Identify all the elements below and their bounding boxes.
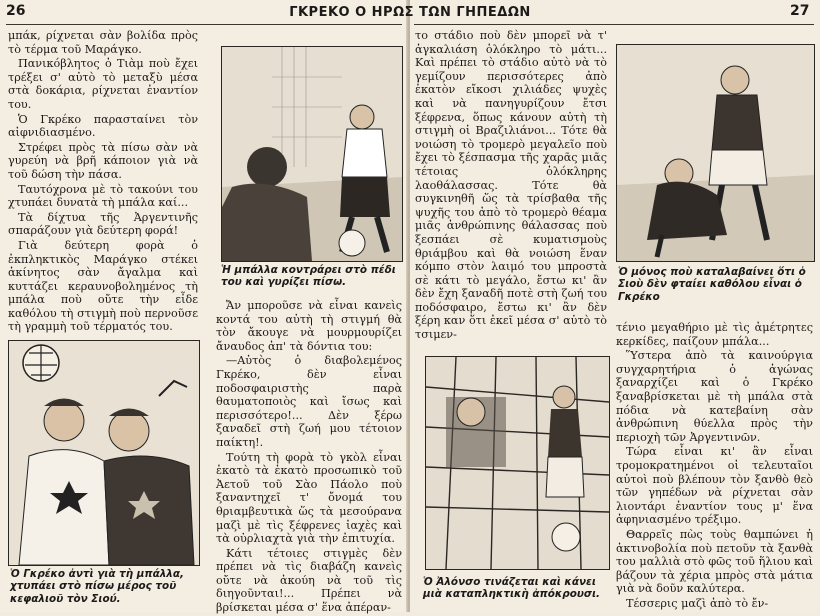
paragraph: Γιὰ δεύτερη φορὰ ὁ ἐκπληκτικὸς Μαράγκο στέκει ἀκίνητος σὰν ἄγαλμα καὶ κυττάζει κεραυνοβολημένος τὴ μπάλα ποὺ οὔτε τὴν εἶδε καθόλου τὴ στιγμὴ ποὺ περνοῦσε τὴ γραμμὴ τοῦ τέρματός του. — [8, 238, 198, 334]
header-rule-right — [414, 24, 814, 25]
caption-helping-siou: Ὁ μόνος ποὺ καταλαβαίνει ὅτι ὁ Σιοὺ δὲν φταίει καθόλου εἶναι ὁ Γκρέκο — [618, 266, 806, 303]
right-page-number: 27 — [790, 3, 810, 19]
caption-goalkeeper-save: Ὁ Ἀλόνσο τινάζεται καὶ κάνει μιὰ καταπληκτικὴ ἀπόκρουσι. — [423, 576, 600, 601]
paragraph: Πανικόβλητος ὁ Τιὰμ ποὺ ἔχει τρέξει σ' αὐτὸ τὸ μεταξὺ μέσα στὰ δοκάρια, ρίχνεται ἐναντίον του. — [8, 57, 198, 111]
soccer-ball-icon — [23, 345, 59, 381]
paragraph: Τέσσερις μαζὶ ἀπὸ τὸ ἔν- — [626, 596, 769, 610]
paragraph: Ἄν μποροῦσε νὰ εἶναι κανεὶς κοντά του αὐτὴ τὴ στιγμή θὰ τὸν ἄκουγε νὰ μουρμουρίζει ἄναυδος ἀπ' τὰ δόντια του: — [216, 299, 402, 353]
paragraph: Κάτι τέτοιες στιγμὲς δὲν πρέπει νὰ τὶς διαβάζη κανεὶς οὔτε νὰ ἀκούη νὰ τοῦ τὶς διηγοῦνται!... Πρέπει νὰ βρίσκεται μέσα σ' ἕνα ἀπέραν- — [216, 546, 402, 615]
paragraph: Τώρα εἶναι κι' ἂν εἶναι τρομοκρατημένοι οἱ τελευταῖοι αὐτοὶ ποὺ βλέπουν τὸν ξανθὸ θεὸ τῶν γηπέδων νὰ ρίχνεται σὰν λιοντάρι ἐναντίον τους μ' ἕνα ἀφηνιασμένο τρέξιμο. — [616, 445, 813, 527]
running-header-title: ΓΚΡΕΚΟ Ο ΗΡΩΣ ΤΩΝ ΓΗΠΕΔΩΝ — [289, 5, 531, 20]
header-rule-left — [6, 24, 402, 25]
left-page-number: 26 — [6, 3, 26, 19]
paragraph: τένιο μεγαθήριο μὲ τὶς ἀμέτρητες κερκίδες, παίζουν μπάλα... — [616, 321, 813, 348]
illustration-ball-rebounds — [221, 46, 403, 262]
caption-heading-collision: Ὁ Γκρέκο ἀντὶ γιὰ τὴ μπάλλα, χτυπάει στὸ πίσω μέρος τοῦ κεφαλιοῦ τὸν Σιού. — [10, 568, 184, 605]
illustration-goalkeeper-save — [425, 356, 610, 570]
illustration-helping-siou — [616, 44, 815, 262]
paragraph: το στάδιο ποὺ δὲν μπορεῖ νὰ τ' ἀγκαλιάση ὁλόκληρο τὸ μάτι... Καὶ πρέπει τὸ στάδιο αὐτὸ νὰ τὸ γεμίζουν περισσότερες ἀπὸ ἑκατὸν εἴκοσι χιλιάδες ψυχὲς καὶ νὰ πανηγυρίζουν ἔτσι ξέφρενα, ὅπως κάνουν αὐτὴ τὴ στιγμὴ οἱ Βραζιλιάνοι... Τότε θὰ νοιώση τὸ τρομερὸ μεγαλεῖο ποὺ ἔχει τὸ ξέσπασμα τῆς χαρᾶς μιᾶς τέτοιας ὁλόκληρης λαοθάλασσας. Τότε θὰ συγκινηθῆ ὥς τὰ τρίσβαθα τῆς ψυχῆς του ἀπὸ τὸ τρομερὸ θέαμα μιᾶς ἀνθρώπινης θάλασσας ποὺ ξεσπάει σὲ κυματισμοὺς θριάμβου καὶ θὰ νοιώση ἕναν κόμπο στὸν λαιμό του μπροστὰ σὲ κάτι τὸ μεγάλο, ἔστω κι' ἂν δὲν ἔχη ξαναδῆ ποτὲ στὴ ζωή του ποδόσφαιρο, ἔστω κι' ἂν δὲν ξέρη καν ὅτι ἐκεῖ μέσα σ' αὐτὸ τὸ τσιμεν- — [415, 29, 607, 342]
paragraph: μπάκ, ρίχνεται σὰν βολίδα πρὸς τὸ τέρμα τοῦ Μαράγκο. — [8, 29, 198, 56]
paragraph: Ταυτόχρονα μὲ τὸ τακούνι του χτυπάει δυνατὰ τὴ μπάλα καί... — [8, 182, 198, 210]
text-column-4 — [616, 321, 813, 611]
illustration-heading-collision — [8, 340, 200, 566]
paragraph: —Αὐτὸς ὁ διαβολεμένος Γκρέκο, δὲν εἶναι ποδοσφαιριστὴς παρὰ θαυματοποιὸς καὶ ἴσως καὶ περισσότερο!... Δὲν ξέρω ξαναδεῖ στὴ ζωή μου τέτοιον παίκτη!. — [216, 354, 402, 449]
text-column-1 — [8, 29, 198, 335]
text-column-3 — [415, 29, 607, 343]
caption-ball-rebounds: Ἡ μπάλλα κοντράρει στὸ πέδι του καὶ γυρίζει πίσω. — [221, 264, 396, 289]
text-column-2 — [216, 299, 402, 616]
paragraph: Τούτη τὴ φορὰ τὸ γκὸλ εἶναι ἑκατὸ τὰ ἑκατὸ προσωπικὸ τοῦ Ἀετοῦ τοῦ Σὰο Πάολο ποὺ ξαναντηχεῖ τ' ὄνομά του θριαμβευτικὰ ὥς τὰ μεσούρανα μαζὶ μὲ τὶς ξέφρενες ἰαχὲς καὶ τὰ οὐρλιαχτὰ γιὰ τὴν ἐπιτυχία. — [216, 450, 402, 546]
paragraph: Τὰ δίχτυα τῆς Ἀργεντινῆς σπαράζουν γιὰ δεύτερη φορά! — [8, 210, 198, 238]
paragraph: Θαρρεῖς πὼς τοὺς θαμπώνει ἡ ἀκτινοβολία ποὺ πετοῦν τὰ ξανθὰ του μαλλιὰ στὸ φῶς τοῦ ἥλιου καὶ βάζουν τὰ χέρια μπρὸς στὰ μάτια γιὰ νὰ δοῦν καλύτερα. — [616, 527, 813, 596]
paragraph: Ὁ Γκρέκο παρασταίνει τὸν αἰφνιδιασμένο. — [8, 112, 198, 140]
paragraph: Στρέφει πρὸς τὰ πίσω σὰν νὰ γυρεύη νὰ βρῆ κάποιον γιὰ νὰ τοῦ δώση τὴν πάσα. — [8, 140, 198, 181]
paragraph: Ὕστερα ἀπὸ τὰ καινούργια συγχαρητήρια ὁ ἀγώνας ξαναρχίζει καὶ ὁ Γκρέκο ξαναβρίσκεται μὲ τὴ μπάλα στὰ πόδια νὰ κατεβαίνη σὰν ἀνθρώπινη θύελλα πρὸς τὴν περιοχὴ τῶν Ἀργεντινῶν. — [616, 349, 813, 444]
